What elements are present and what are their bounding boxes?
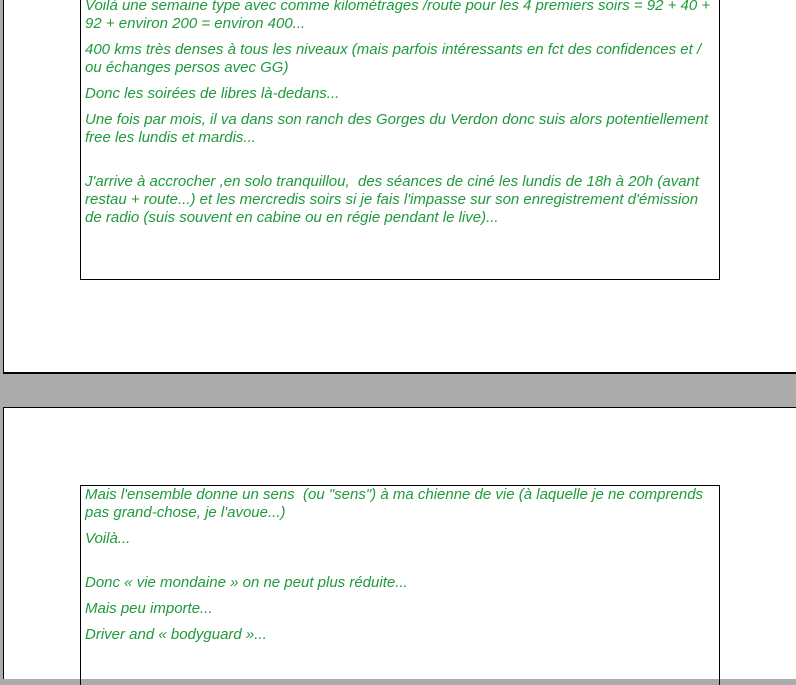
paragraph-never-mind: Mais peu importe...	[85, 600, 213, 617]
paragraph-ranch-visit: Une fois par mois, il va dans son ranch des Gorges du Verdon donc suis alors potentiellement free les lundis et mardis...	[85, 111, 713, 146]
text-frame-2	[80, 485, 720, 685]
paragraph-driver: Driver and « bodyguard »...	[85, 626, 267, 643]
document-page-2	[3, 407, 796, 679]
paragraph-voila: Voilà...	[85, 530, 131, 547]
paragraph-cinema-sessions: J'arrive à accrocher ,en solo tranquillou, des séances de ciné les lundis de 18h à 20h (avant restau + route...) et les mercredis soirs si je fais l'impasse sur son enregistrement d'émission de radio (suis souvent en cabine ou en régie pendant le live)...	[85, 173, 704, 226]
paragraph-meaning: Mais l'ensemble donne un sens (ou "sens") à ma chienne de vie (à laquelle je ne comprends pas grand-chose, je l'avoue...)	[85, 486, 708, 521]
document-page-1	[3, 0, 796, 374]
paragraph-free-evenings: Donc les soirées de libres là-dedans...	[85, 85, 340, 102]
paragraph-social-life: Donc « vie mondaine » on ne peut plus réduite...	[85, 574, 408, 591]
empty-line	[85, 155, 715, 173]
paragraph-weekly-mileage: Voilà une semaine type avec comme kilométrages /route pour les 4 premiers soirs = 92 + 40 + 92 + environ 200 = environ 400...	[85, 0, 715, 32]
paragraph-dense-kms: 400 kms très denses à tous les niveaux (mais parfois intéressants en fct des confidences et / ou échanges persos avec GG)	[85, 41, 706, 76]
empty-line	[85, 556, 715, 574]
text-frame-1	[80, 0, 720, 280]
